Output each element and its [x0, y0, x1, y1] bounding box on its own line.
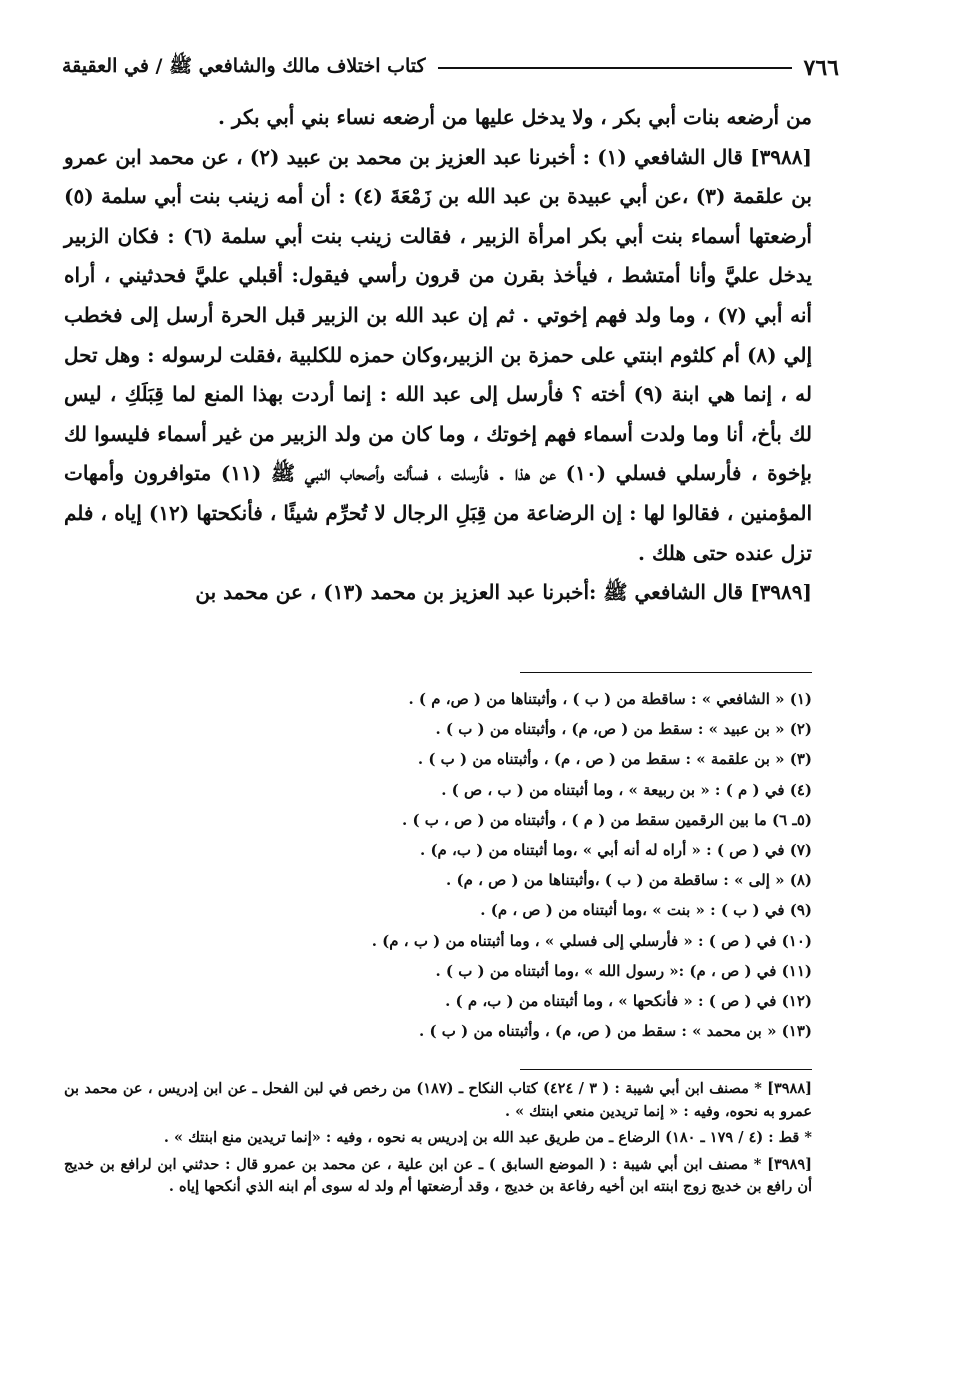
page-header	[62, 50, 839, 86]
takhrij-entry: [٣٩٨٩] * مصنف ابن أبي شيبة : ( الموضع السابق ) ـ عن ابن علية ، عن محمد بن عمرو قال : حدثني ابن لرافع بن خديج أن رافع بن خديج زوج ابنته ابن أخيه رفاعة بن خديج ، وقد أرضعتها أم ولد له سوى أم ابنه الذي أنكحها إياه .	[64, 1155, 812, 1195]
takhrij-entry: [٣٩٨٨] * مصنف ابن أبي شيبة : ( ٣ / ٤٢٤) كتاب النكاح ـ (١٨٧) من رخص في لبن الفحل ـ عن ابن إدريس ، عن محمد بن عمرو به نحوه، وفيه : « إنما تريدين منعي ابنتك » .	[64, 1080, 813, 1120]
running-title: كتاب اختلاف مالك والشافعي ﷺ / في العقيقة	[62, 55, 426, 77]
hadith-text: قال الشافعي ﷺ :أخبرنا عبد العزيز بن محمد (١٣) ، عن محمد بن	[195, 580, 744, 605]
footnote-divider	[520, 672, 812, 673]
footnotes-list	[100, 684, 812, 1046]
footnote-item: (٣) « بن علقمة » : سقط من ( ص ، م) ، وأثبتناه من ( ب ) .	[417, 750, 812, 769]
takhrij-divider	[520, 1069, 812, 1070]
intro-line: من أرضعه بنات أبي بكر ، ولا يدخل عليها من أرضعه نساء بني أبي بكر .	[218, 105, 812, 129]
page-number: ٧٦٦	[803, 55, 839, 81]
hadith-number: [٣٩٨٩]	[750, 580, 812, 605]
footnote-item: (٤) في ( م ) : « بن ربيعة » ، وما أثبتناه من ( ب ، ص ) .	[441, 780, 812, 799]
takhrij-entry: * قط : (٤ / ١٧٩ ـ ١٨٠) الرضاع ـ من طريق عبد الله بن إدريس به نحوه ، وفيه : «إنما تريدين منع ابنتك » .	[163, 1129, 812, 1146]
hadith-3989	[64, 573, 812, 613]
footnote-item: (٧) في ( ص ) : « أراه له أنه أبي » ،وما أثبتناه من ( ب، م) .	[420, 840, 812, 859]
hadith-3988	[64, 138, 812, 574]
hadith-text: قال الشافعي (١) : أخبرنا عبد العزيز بن محمد بن عبيد (٢) ، عن محمد ابن عمرو بن علقمة (٣) ،عن أبي عبيدة بن عبد الله بن زَمْعَةَ (٤) : أن أمه زينب بنت أبي سلمة (٥) أرضعتها أسماء بنت أبي بكر امرأة الزبير ، فقالت زينب بنت أبي سلمة (٦) : فكان الزبير يدخل عليَّ وأنا أمتشط ، فيأخذ بقرن من قرون رأسي فيقول: أقبلي عليَّ فحدثيني ، أراه أنه أبي (٧) ، وما ولد فهم إخوتي . ثم إن عبد الله بن الزبير قبل الحرة أرسل إلى فخطب إلي (٨) أم كلثوم ابنتي على حمزة بن الزبير،وكان حمزه للكلبية ،فقلت لرسوله : وهل تحل له ، إنما هي ابنة (٩) أخته ؟ فأرسل إلى عبد الله : إنما أردت بهذا المنع لما قِبَلَكِ ، ليس لك بأخ، أنا وما ولدت أسماء فهم إخوتك ، وما كان من ولد الزبير من غير أسماء فليسوا لك بإخوة ، فأرسلي فسلي (١٠) عن هذا . فأرسلت ، فسألت وأصحاب النبي ﷺ (١١) متوافرون وأمهات المؤمنين ، فقالوا لها : إن الرضاعة من قِبَلِ الرجال لا تُحرِّم شيئًا ، فأنكحتها (١٢) إياه ، فلم تزل عنده حتى هلك .	[64, 144, 813, 565]
footnote-item: (٩) في ( ب ) : « بنت » ،وما أثبتناه من ( ص ، م) .	[480, 901, 812, 920]
main-text	[64, 98, 812, 613]
takhrij-section	[64, 1078, 812, 1203]
footnote-item: (٨) « إلى » : ساقطة من ( ب ) ،وأثبتناها من ( ص ، م) .	[446, 871, 812, 890]
footnote-item: (١١) في ( ص ، م) :« رسول الله » ،وما أثبتناه من ( ب ) .	[435, 961, 812, 980]
footnote-item: (٢) « بن عبيد » : سقط من ( ص، م) ، وأثبتناه من ( ب ) .	[435, 720, 812, 739]
footnote-item: (١) « الشافعي » : ساقطة من ( ب ) ، وأثبتناها من ( ص، م ) .	[408, 690, 812, 708]
footnote-item: (٥ـ ٦) ما بين الرقمين سقط من ( م ) ، وأثبتناه من ( ص ، ب ) .	[402, 810, 812, 829]
footnote-item: (١٢) في ( ص ) : « فأنكحها » ، وما أثبتناه من ( ب، م ) .	[445, 991, 812, 1010]
hadith-number: [٣٩٨٨]	[750, 144, 812, 169]
header-rule	[438, 67, 792, 69]
footnote-item: (١٠) في ( ص ) : « فأرسلي إلى فسلي » ، وما أثبتناه من ( ب ، م) .	[371, 931, 812, 950]
footnote-item: (١٣) « بن محمد » : سقط من ( ص، م) ، وأثبتناه من ( ب ) .	[419, 1022, 812, 1041]
